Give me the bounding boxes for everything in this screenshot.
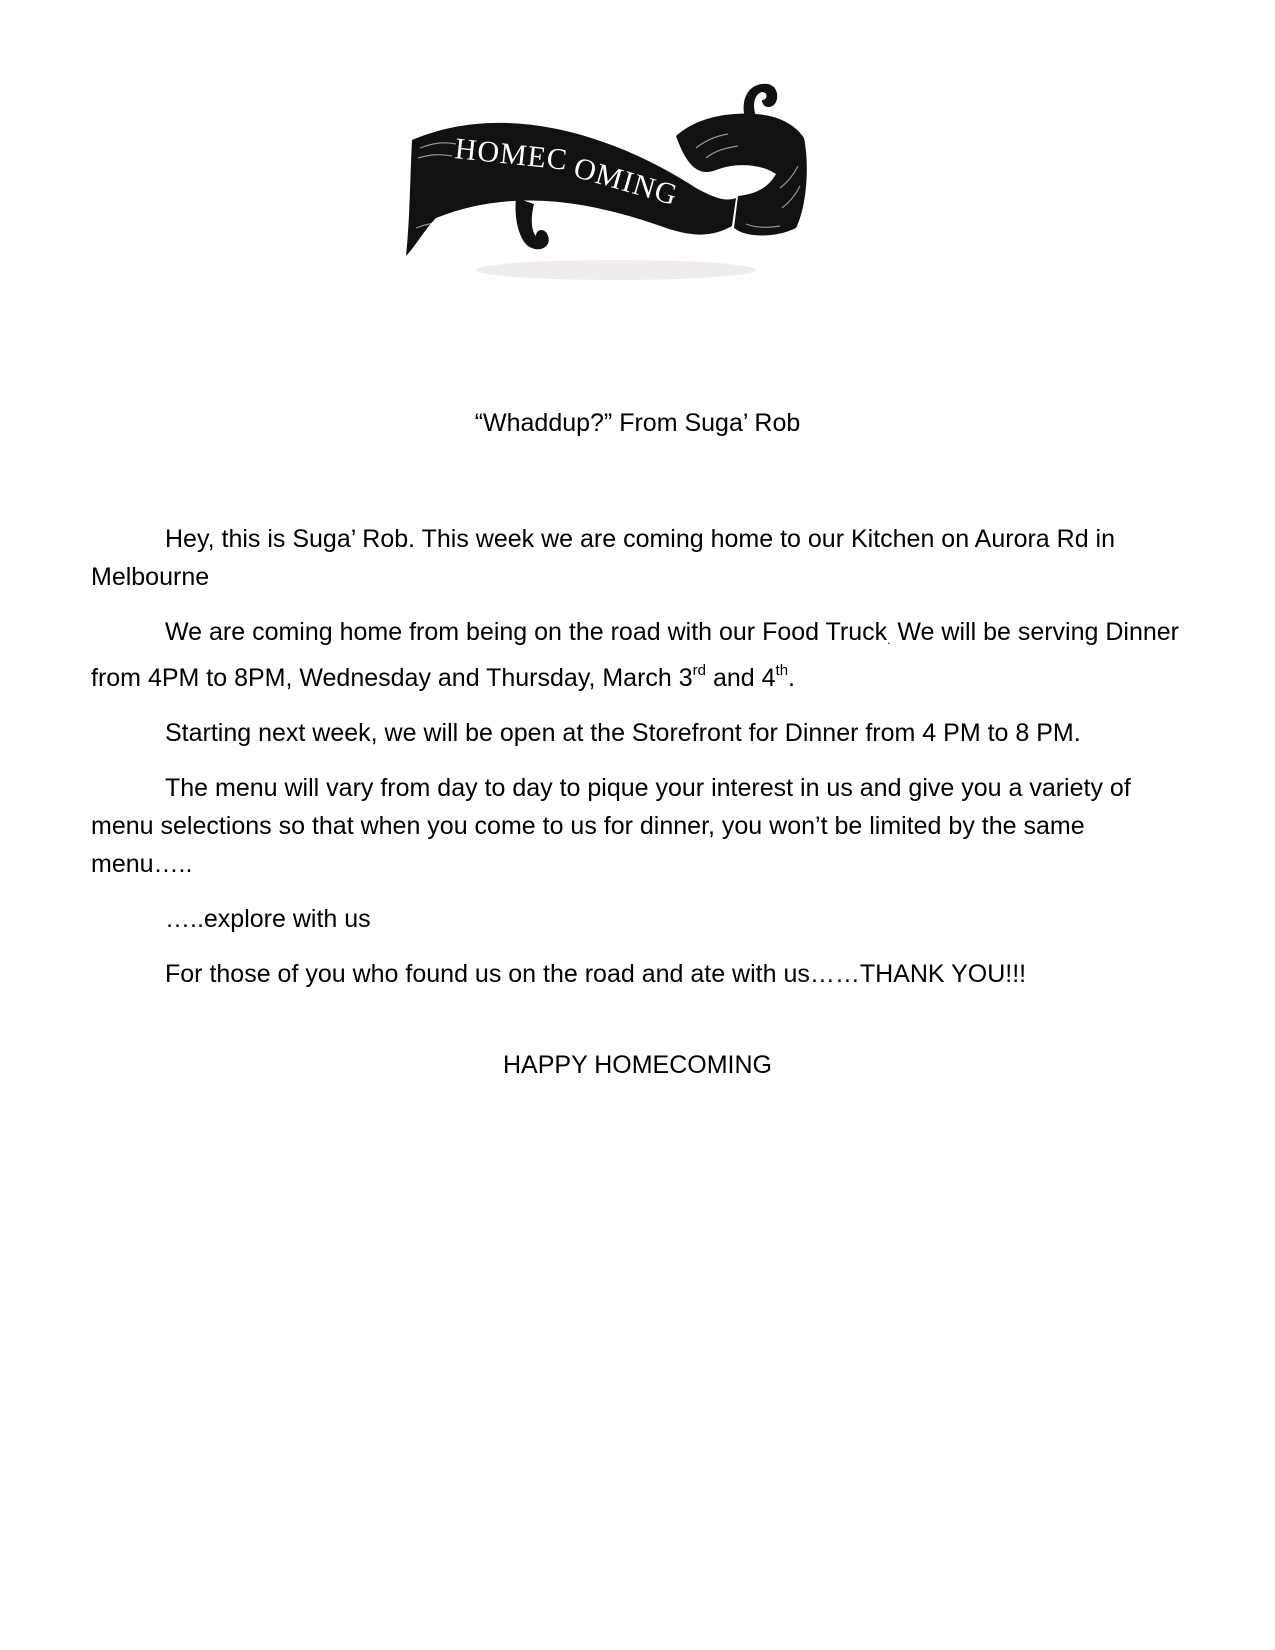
paragraph-explore: …..explore with us bbox=[165, 905, 371, 933]
stray-period-mark: . bbox=[887, 633, 891, 647]
homecoming-banner bbox=[396, 78, 820, 290]
svg-text:OMING: OMING bbox=[570, 151, 682, 213]
closing-line: HAPPY HOMECOMING bbox=[502, 1051, 773, 1079]
paragraph-thank-you: For those of you who found us on the road and ate with us……THANK YOU!!! bbox=[165, 960, 1027, 988]
ordinal-suffix-rd: rd bbox=[692, 662, 707, 679]
ordinal-suffix-th: th bbox=[775, 662, 789, 679]
svg-text:HOMEC: HOMEC bbox=[453, 132, 570, 177]
paragraph-dinner-schedule bbox=[91, 613, 1184, 697]
scroll-ribbon-banner-icon bbox=[396, 78, 820, 290]
letter-body bbox=[91, 520, 1184, 1010]
paragraph-dinner-schedule-part4: . bbox=[788, 664, 795, 692]
paragraph-dinner-schedule-part1: We are coming home from being on the road with our Food Truck bbox=[165, 618, 888, 646]
paragraph-storefront-hours: Starting next week, we will be open at the Storefront for Dinner from 4 PM to 8 PM. bbox=[165, 719, 1081, 747]
paragraph-kitchen-location: Hey, this is Suga’ Rob. This week we are coming home to our Kitchen on Aurora Rd in Melbourne bbox=[91, 525, 1116, 591]
paragraph-dinner-schedule-part2: We will be serving Dinner from 4PM to 8PM, Wednesday and Thursday, March 3 bbox=[91, 618, 1180, 692]
paragraph-menu-variety: The menu will vary from day to day to pique your interest in us and give you a variety of menu selections so that when you come to us for dinner, you won’t be limited by the same menu….. bbox=[91, 774, 1131, 878]
paragraph-dinner-schedule-part3: and 4 bbox=[706, 664, 776, 692]
letter-heading: “Whaddup?” From Suga’ Rob bbox=[474, 409, 801, 437]
